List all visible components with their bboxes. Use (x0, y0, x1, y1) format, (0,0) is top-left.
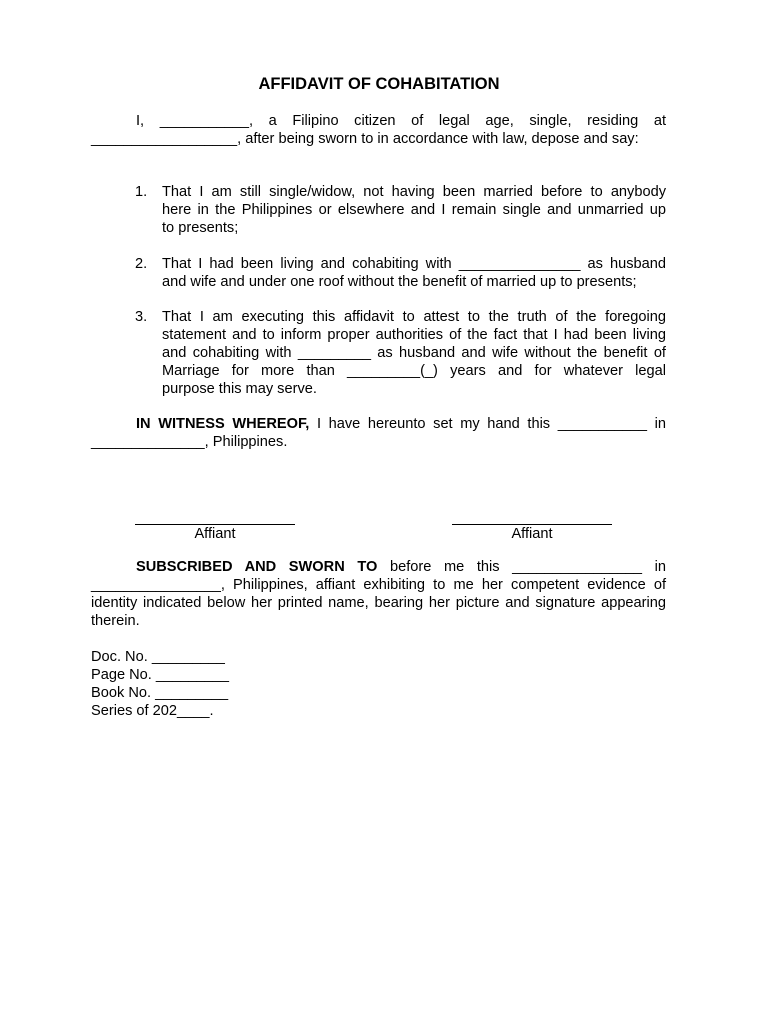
list-item-text (162, 308, 666, 398)
list-item-line: That I am still single/widow, not having been married before to anybody (162, 184, 666, 200)
subscribed-line-1-rest: before me this ________________ in (377, 559, 667, 575)
list-item-line: to presents; (162, 220, 239, 236)
list-item-text (162, 183, 666, 237)
document-title: AFFIDAVIT OF COHABITATION (258, 75, 500, 93)
list-item-line: and wife and under one roof without the benefit of married up to presents; (162, 274, 637, 290)
list-item-number: 3. (135, 309, 148, 325)
list-item-line: statement and to inform proper authorities of the fact that I had been living (162, 327, 666, 343)
list-item-line: here in the Philippines or elsewhere and I remain single and unmarried up (162, 202, 666, 218)
subscribed-heading: SUBSCRIBED AND SWORN TO (136, 559, 378, 575)
signature-line (135, 508, 295, 525)
list-item-number: 2. (135, 256, 148, 272)
intro-line-2: __________________, after being sworn to in accordance with law, depose and say: (91, 131, 639, 147)
signature-label: Affiant (511, 526, 553, 542)
subscribed-line-1 (91, 558, 666, 576)
list-item-line: and cohabiting with _________ as husband and wife without the benefit of (162, 345, 666, 361)
signature-label: Affiant (194, 526, 236, 542)
signature-block-1 (135, 508, 295, 543)
book-number-line: Book No. _________ (91, 685, 229, 701)
doc-number-line: Doc. No. _________ (91, 649, 225, 665)
list-item-line: purpose this may serve. (162, 381, 317, 397)
subscribed-line-2: ________________, Philippines, affiant exhibiting to me her competent evidence of (91, 577, 666, 593)
series-line: Series of 202____. (91, 703, 214, 719)
list-item-text (162, 255, 666, 291)
page-number-line: Page No. _________ (91, 667, 229, 683)
list-item-line: Marriage for more than _________(_) years and for whatever legal (162, 363, 666, 379)
witness-line-2: ______________, Philippines. (91, 434, 288, 450)
witness-line-1-rest: I have hereunto set my hand this ___________ in (309, 416, 666, 432)
intro-line-1: I, ___________, a Filipino citizen of legal age, single, residing at (136, 113, 666, 129)
witness-heading: IN WITNESS WHEREOF, (136, 416, 310, 432)
signature-block-2 (452, 508, 612, 543)
list-item-line: That I had been living and cohabiting with _______________ as husband (162, 256, 666, 272)
witness-paragraph (91, 415, 666, 451)
subscribed-paragraph (91, 558, 666, 630)
intro-paragraph (91, 112, 666, 148)
list-item-number: 1. (135, 184, 148, 200)
subscribed-line-3: identity indicated below her printed name, bearing her picture and signature appearing (91, 595, 666, 611)
witness-line-1 (91, 415, 666, 433)
list-item-line: That I am executing this affidavit to attest to the truth of the foregoing (162, 309, 666, 325)
subscribed-line-4: therein. (91, 613, 140, 629)
signature-line (452, 508, 612, 525)
notarial-register (91, 648, 391, 720)
